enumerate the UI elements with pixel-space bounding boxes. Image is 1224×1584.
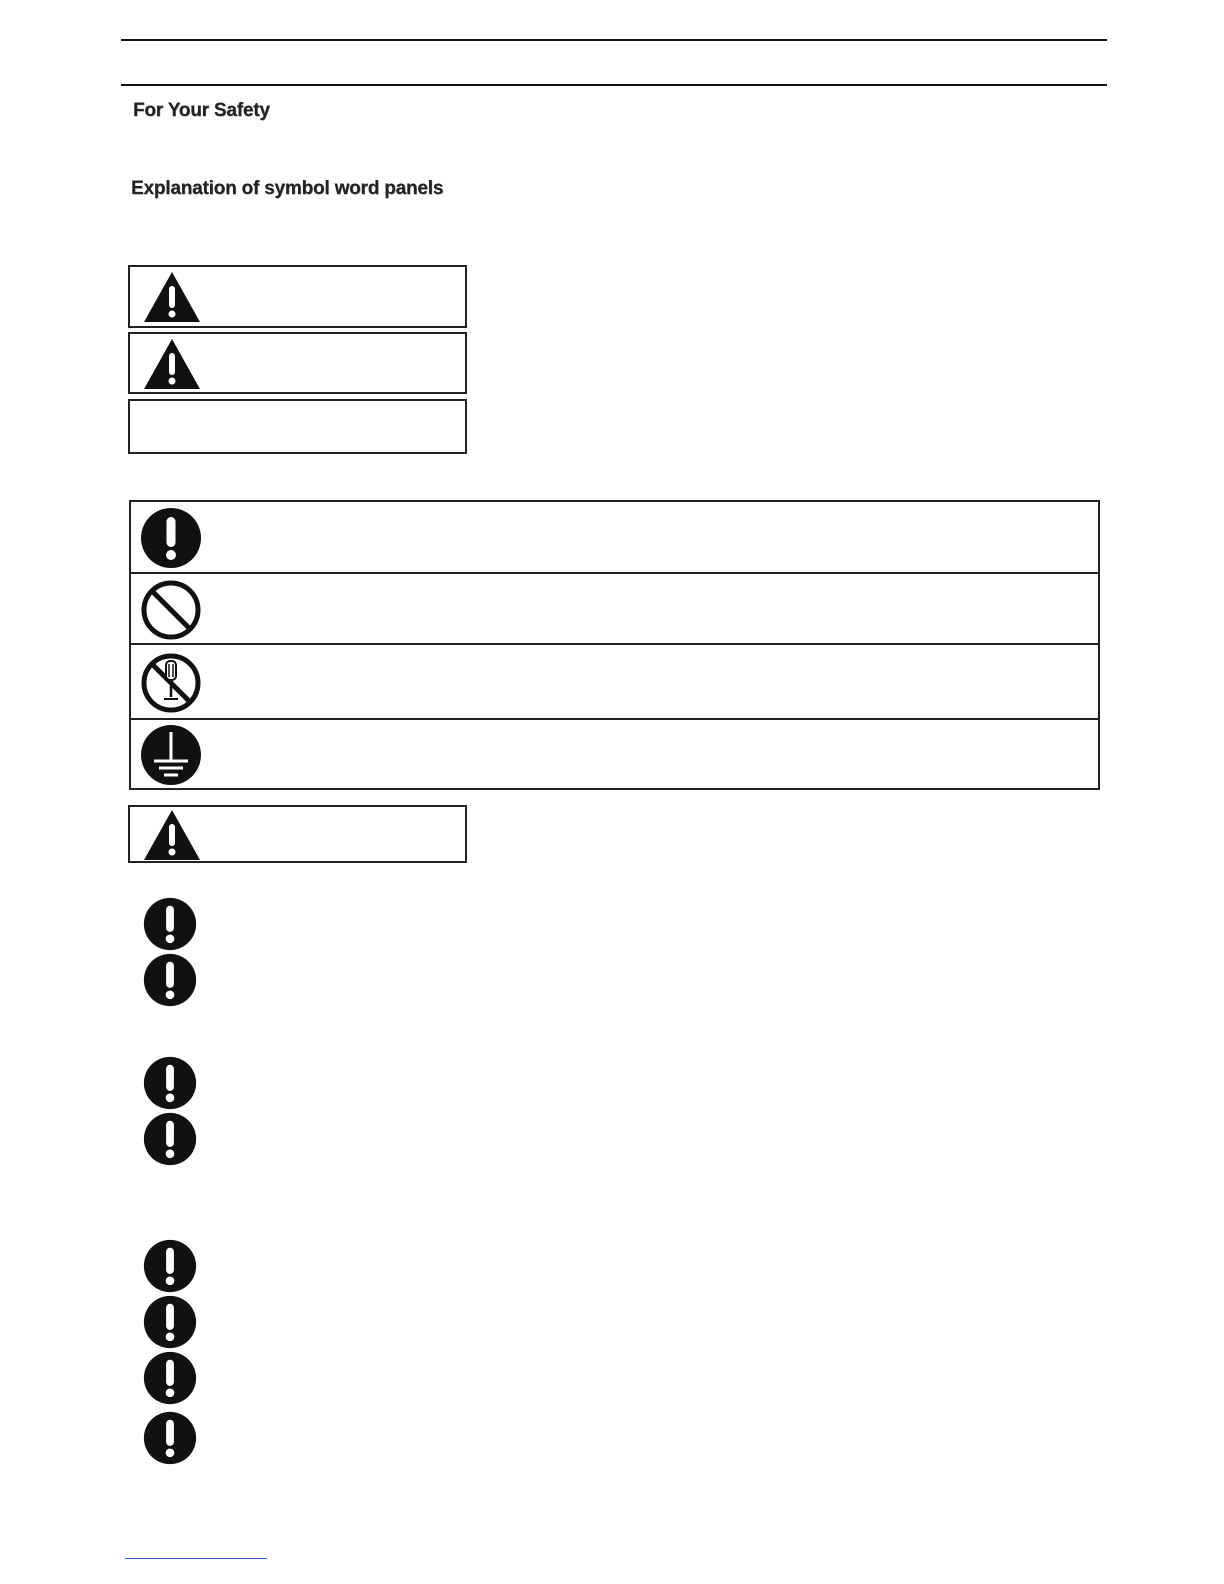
warning-triangle-icon — [142, 270, 202, 324]
symbol-row-no-disassembly — [131, 645, 1098, 720]
symbol-row-mandatory — [131, 502, 1098, 574]
no-disassembly-icon — [140, 652, 202, 714]
mandatory-exclamation-icon — [143, 1295, 197, 1349]
word-panel-1 — [128, 265, 467, 328]
mandatory-exclamation-icon — [143, 1351, 197, 1405]
mandatory-exclamation-icon — [143, 1112, 197, 1166]
subsection-title: Explanation of symbol word panels — [131, 178, 444, 199]
footer-link-underline[interactable] — [125, 1558, 267, 1559]
mandatory-exclamation-icon — [143, 1056, 197, 1110]
mandatory-exclamation-icon — [143, 1411, 197, 1465]
symbol-row-prohibition — [131, 574, 1098, 645]
symbol-table — [129, 500, 1100, 790]
header-rule — [121, 84, 1107, 86]
word-panel-2 — [128, 332, 467, 394]
word-panel-3 — [128, 399, 467, 454]
mandatory-exclamation-icon — [140, 507, 202, 569]
ground-icon — [140, 724, 202, 786]
symbol-row-ground — [131, 720, 1098, 788]
section-title: For Your Safety — [133, 100, 270, 121]
mandatory-exclamation-icon — [143, 1239, 197, 1293]
mandatory-exclamation-icon — [143, 897, 197, 951]
prohibition-icon — [140, 579, 202, 641]
warning-panel — [128, 805, 467, 863]
warning-triangle-icon — [142, 337, 202, 391]
top-rule — [121, 39, 1107, 41]
mandatory-exclamation-icon — [143, 953, 197, 1007]
warning-triangle-icon — [142, 808, 202, 862]
